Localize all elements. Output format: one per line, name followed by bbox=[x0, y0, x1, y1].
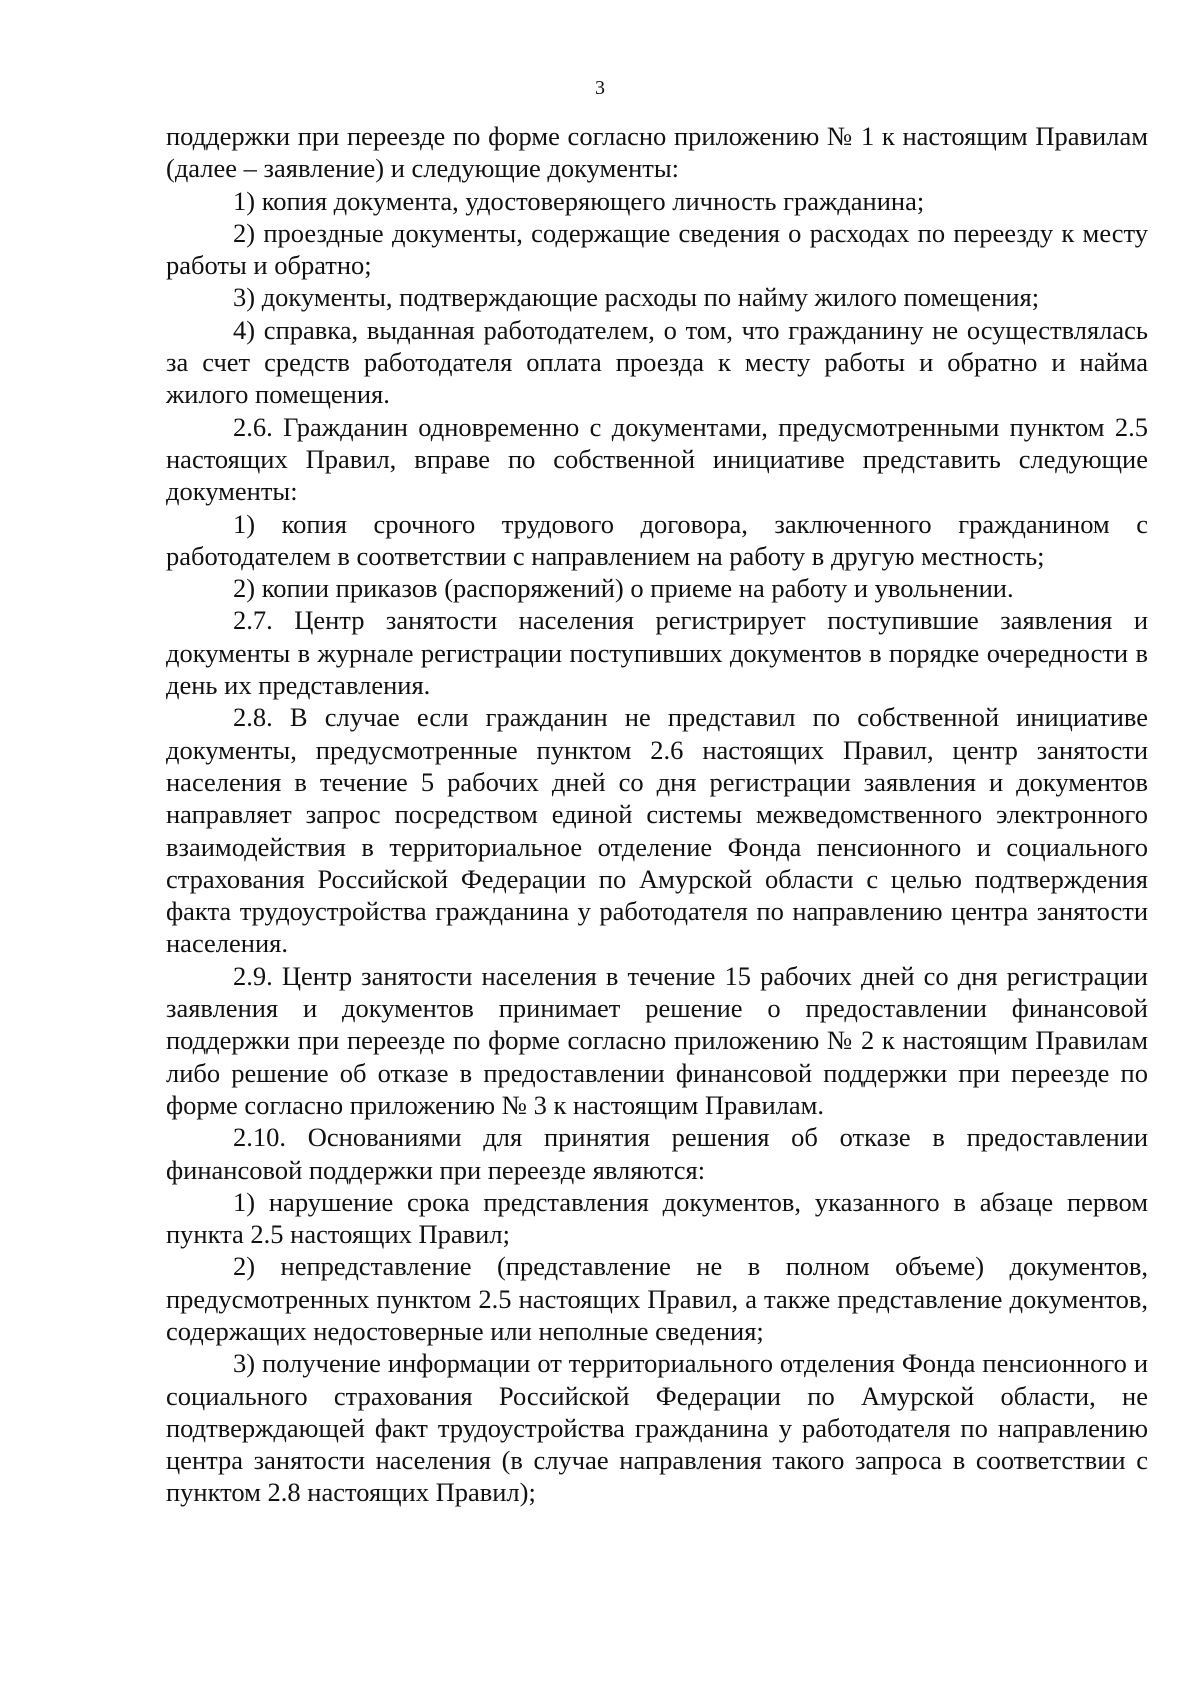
document-body bbox=[166, 120, 1148, 1509]
list-item-1-identity-copy: 1) копия документа, удостоверяющего личность гражданина; bbox=[233, 185, 925, 216]
list-item-1-employment-contract: 1) копия срочного трудового договора, заключенного гражданином с работодателем в соответствии с направлением на работу в другую местность; bbox=[166, 508, 1148, 571]
list-item-2-orders: 2) копии приказов (распоряжений) о приеме на работу и увольнении. bbox=[233, 573, 1014, 604]
clause-2-9: 2.9. Центр занятости населения в течение 15 рабочих дней со дня регистрации заявления и документов принимает решение о предоставлении финансовой поддержки при переезде по форме согласно приложению № 2 к настоящим Правилам либо решение об отказе в предоставлении финансовой поддержки при переезде по форме согласно приложению № 3 к настоящим Правилам. bbox=[166, 960, 1148, 1120]
clause-2-8: 2.8. В случае если гражданин не представил по собственной инициативе документы, предусмотренные пунктом 2.6 настоящих Правил, центр занятости населения в течение 5 рабочих дней со дня регистрации заявления и документов направляет запрос посредством единой системы межведомственного электронного взаимодействия в территориальное отделение Фонда пенсионного и социального страхования Российской Федерации по Амурской области с целью подтверждения факта трудоустройства гражданина у работодателя по направлению центра занятости населения. bbox=[166, 702, 1148, 959]
list-item-4-employer-certificate: 4) справка, выданная работодателем, о том, что гражданину не осуществлялась за счет средств работодателя оплата проезда к месту работы и обратно и найма жилого помещения. bbox=[166, 314, 1148, 410]
page-number: 3 bbox=[595, 77, 605, 99]
refusal-reason-1: 1) нарушение срока представления документов, указанного в абзаце первом пункта 2.5 настоящих Правил; bbox=[166, 1186, 1148, 1250]
refusal-reason-2: 2) непредставление (представление не в полном объеме) документов, предусмотренных пунктом 2.5 настоящих Правил, а также представление документов, содержащих недостоверные или неполные сведения; bbox=[166, 1251, 1148, 1346]
clause-2-10: 2.10. Основаниями для принятия решения об отказе в предоставлении финансовой поддержки при переезде являются: bbox=[166, 1122, 1148, 1185]
paragraph-continuation: поддержки при переезде по форме согласно приложению № 1 к настоящим Правилам (далее – заявление) и следующие документы: bbox=[166, 121, 1148, 184]
clause-2-7: 2.7. Центр занятости населения регистрирует поступившие заявления и документы в журнале регистрации поступивших документов в порядке очередности в день их представления. bbox=[166, 605, 1148, 701]
refusal-reason-3: 3) получение информации от территориального отделения Фонда пенсионного и социального страхования Российской Федерации по Амурской области, не подтверждающей факт трудоустройства гражданина у работодателя по направлению центра занятости населения (в случае направления такого запроса в соответствии с пунктом 2.8 настоящих Правил); bbox=[166, 1348, 1148, 1508]
list-item-3-housing-expenses: 3) документы, подтверждающие расходы по найму жилого помещения; bbox=[233, 282, 1040, 313]
clause-2-6: 2.6. Гражданин одновременно с документами, предусмотренными пунктом 2.5 настоящих Правил, вправе по собственной инициативе представить следующие документы: bbox=[166, 411, 1148, 507]
list-item-2-travel-documents: 2) проездные документы, содержащие сведения о расходах по переезду к месту работы и обратно; bbox=[166, 217, 1148, 281]
